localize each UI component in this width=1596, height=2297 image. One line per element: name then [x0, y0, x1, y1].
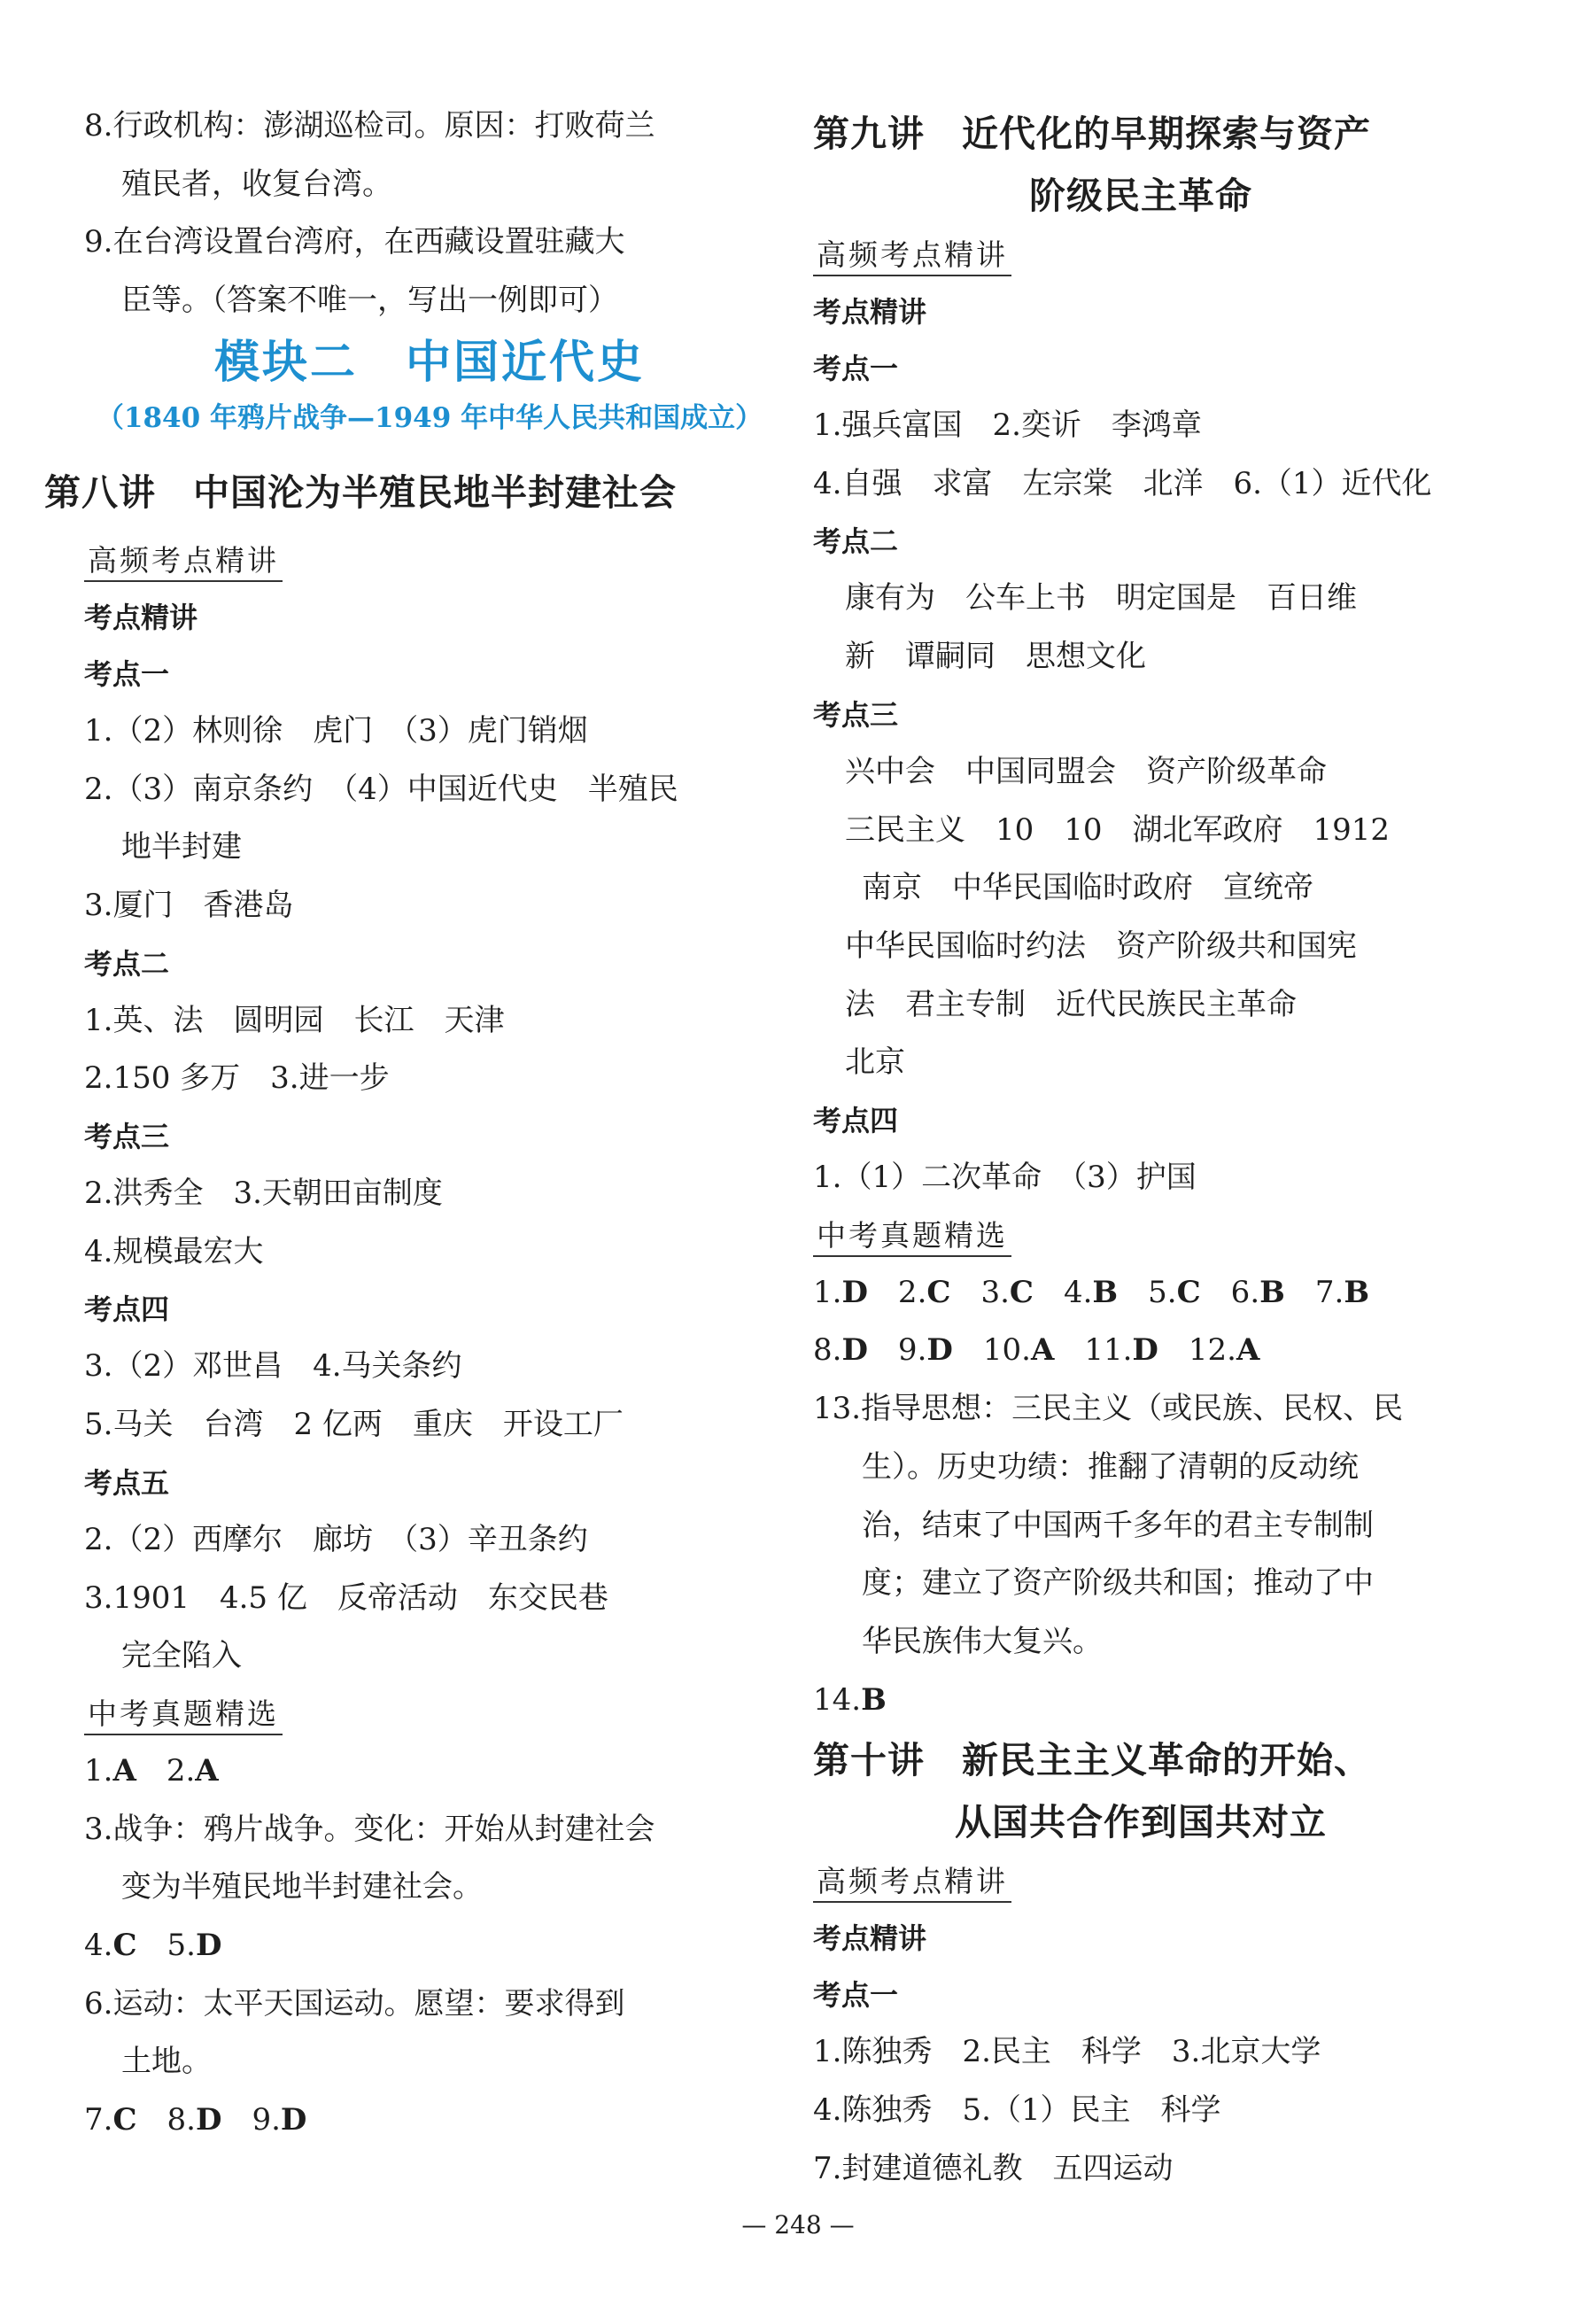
- module-subtitle: （1840 年鸦片战争—1949 年中华人民共和国成立）: [96, 401, 763, 434]
- answer-line: 3.1901 4.5 亿 反帝活动 东交民巷: [84, 1579, 608, 1616]
- lecture-9-title: 第九讲 近代化的早期探索与资产: [813, 113, 1371, 155]
- topic-heading: 考点精讲: [84, 600, 198, 634]
- topic-heading: 考点四: [813, 1104, 899, 1138]
- answer-line: 法 君主专制 近代民族民主革命: [845, 986, 1297, 1022]
- lecture-10-title-cont: 从国共合作到国共对立: [955, 1801, 1327, 1844]
- answer-line: 1.英、法 圆明园 长江 天津: [84, 1002, 505, 1038]
- answer-line: 3.战争：鸦片战争。变化：开始从封建社会: [84, 1811, 655, 1847]
- topic-heading: 考点四: [84, 1292, 170, 1327]
- answer-line: 1.D 2.C 3.C 4.B 5.C 6.B 7.B: [813, 1274, 1370, 1310]
- answer-line: 变为半殖民地半封建社会。: [121, 1869, 483, 1905]
- answer-line: 3.厦门 香港岛: [84, 887, 294, 923]
- lecture-9-title-cont: 阶级民主革命: [1029, 175, 1252, 217]
- answer-line: 14.B: [813, 1681, 887, 1718]
- answer-line: 2.（2）西摩尔 廊坊 （3）辛丑条约: [84, 1521, 588, 1557]
- section-heading: [813, 1853, 1468, 1910]
- module-title: 模块二 中国近代史: [213, 336, 645, 389]
- lecture-8-title: 第八讲 中国沦为半殖民地半封建社会: [44, 470, 677, 514]
- topic-heading: 考点精讲: [813, 1921, 927, 1956]
- right-column: [813, 103, 1468, 2198]
- left-column: [44, 97, 775, 2150]
- topic-heading: 考点三: [84, 1120, 170, 1154]
- lecture-10-title: 第十讲 新民主主义革命的开始、: [813, 1739, 1371, 1782]
- topic-heading: 考点一: [84, 656, 170, 691]
- answer-line: 兴中会 中国同盟会 资产阶级革命: [845, 753, 1327, 789]
- answer-line: 7.封建道德礼教 五四运动: [813, 2150, 1174, 2186]
- answer-line: 完全陷入: [121, 1638, 242, 1674]
- answer-line: 3.（2）邓世昌 4.马关条约: [84, 1348, 462, 1385]
- answer-line: 殖民者，收复台湾。: [121, 166, 392, 202]
- section-heading-label: 高频考点精讲: [813, 1862, 1011, 1903]
- topic-heading: 考点二: [813, 524, 899, 559]
- answer-line: 9.在台湾设置台湾府，在西藏设置驻藏大: [84, 224, 625, 260]
- answer-line: 4.规模最宏大: [84, 1233, 264, 1269]
- answer-line: 1.陈独秀 2.民主 科学 3.北京大学: [813, 2034, 1321, 2070]
- answer-line: 华民族伟大复兴。: [862, 1623, 1103, 1659]
- answer-line: 8.行政机构：澎湖巡检司。原因：打败荷兰: [84, 108, 655, 144]
- answer-line: 1.强兵富国 2.奕䜣 李鸿章: [813, 407, 1202, 443]
- section-heading-label: 中考真题精选: [813, 1216, 1011, 1257]
- answer-line: 5.马关 台湾 2 亿两 重庆 开设工厂: [84, 1407, 624, 1443]
- topic-heading: 考点一: [813, 352, 899, 385]
- answer-line: 1.（1）二次革命 （3）护国: [813, 1160, 1197, 1196]
- answer-line: 2.洪秀全 3.天朝田亩制度: [84, 1176, 443, 1212]
- answer-line: 4.陈独秀 5.（1）民主 科学: [813, 2092, 1221, 2129]
- page-number: — 248 —: [741, 2210, 855, 2239]
- answer-line: 康有为 公车上书 明定国是 百日维: [845, 580, 1357, 617]
- answer-line: 三民主义 10 10 湖北军政府 1912: [845, 811, 1391, 848]
- answer-line: 南京 中华民国临时政府 宣统帝: [862, 870, 1313, 906]
- answer-line: 7.C 8.D 9.D: [84, 2102, 307, 2138]
- answer-line: 地半封建: [121, 829, 242, 865]
- answer-line: 土地。: [121, 2044, 212, 2080]
- answer-line: 治，结束了中国两千多年的君主专制制: [862, 1507, 1374, 1543]
- answer-line: 1.（2）林则徐 虎门 （3）虎门销烟: [84, 712, 588, 749]
- answer-line: 2.150 多万 3.进一步: [84, 1060, 390, 1097]
- section-heading-label: 高频考点精讲: [84, 541, 283, 582]
- topic-heading: 考点精讲: [813, 295, 927, 329]
- section-heading: [84, 1686, 775, 1742]
- answer-line: 1.A 2.A: [84, 1752, 219, 1789]
- topic-heading: 考点三: [813, 697, 899, 732]
- topic-heading: 考点二: [84, 946, 170, 981]
- answer-line: 4.C 5.D: [84, 1928, 222, 1964]
- topic-heading: 考点五: [84, 1465, 170, 1500]
- answer-line: 2.（3）南京条约 （4）中国近代史 半殖民: [84, 771, 678, 807]
- answer-line: 8.D 9.D 10.A 11.D 12.A: [813, 1332, 1260, 1369]
- answer-line: 13.指导思想：三民主义（或民族、民权、民: [813, 1391, 1404, 1427]
- answer-line: 4.自强 求富 左宗棠 北洋 6.（1）近代化: [813, 465, 1432, 501]
- answer-line: 度；建立了资产阶级共和国；推动了中: [862, 1565, 1374, 1602]
- answer-line: 生）。历史功绩：推翻了清朝的反动统: [862, 1448, 1359, 1485]
- section-heading: [813, 1207, 1468, 1264]
- section-heading: [813, 227, 1468, 283]
- topic-heading: 考点一: [813, 1978, 899, 2013]
- section-heading-label: 高频考点精讲: [813, 236, 1011, 276]
- answer-line: 中华民国临时约法 资产阶级共和国宪: [845, 927, 1357, 964]
- answer-line: 6.运动：太平天国运动。愿望：要求得到: [84, 1985, 625, 2022]
- section-heading-label: 中考真题精选: [84, 1695, 283, 1735]
- answer-line: 北京: [845, 1044, 905, 1081]
- answer-line: 新 谭嗣同 思想文化: [845, 639, 1146, 675]
- section-heading: [84, 532, 775, 589]
- answer-line: 臣等。（答案不唯一，写出一例即可）: [121, 283, 618, 319]
